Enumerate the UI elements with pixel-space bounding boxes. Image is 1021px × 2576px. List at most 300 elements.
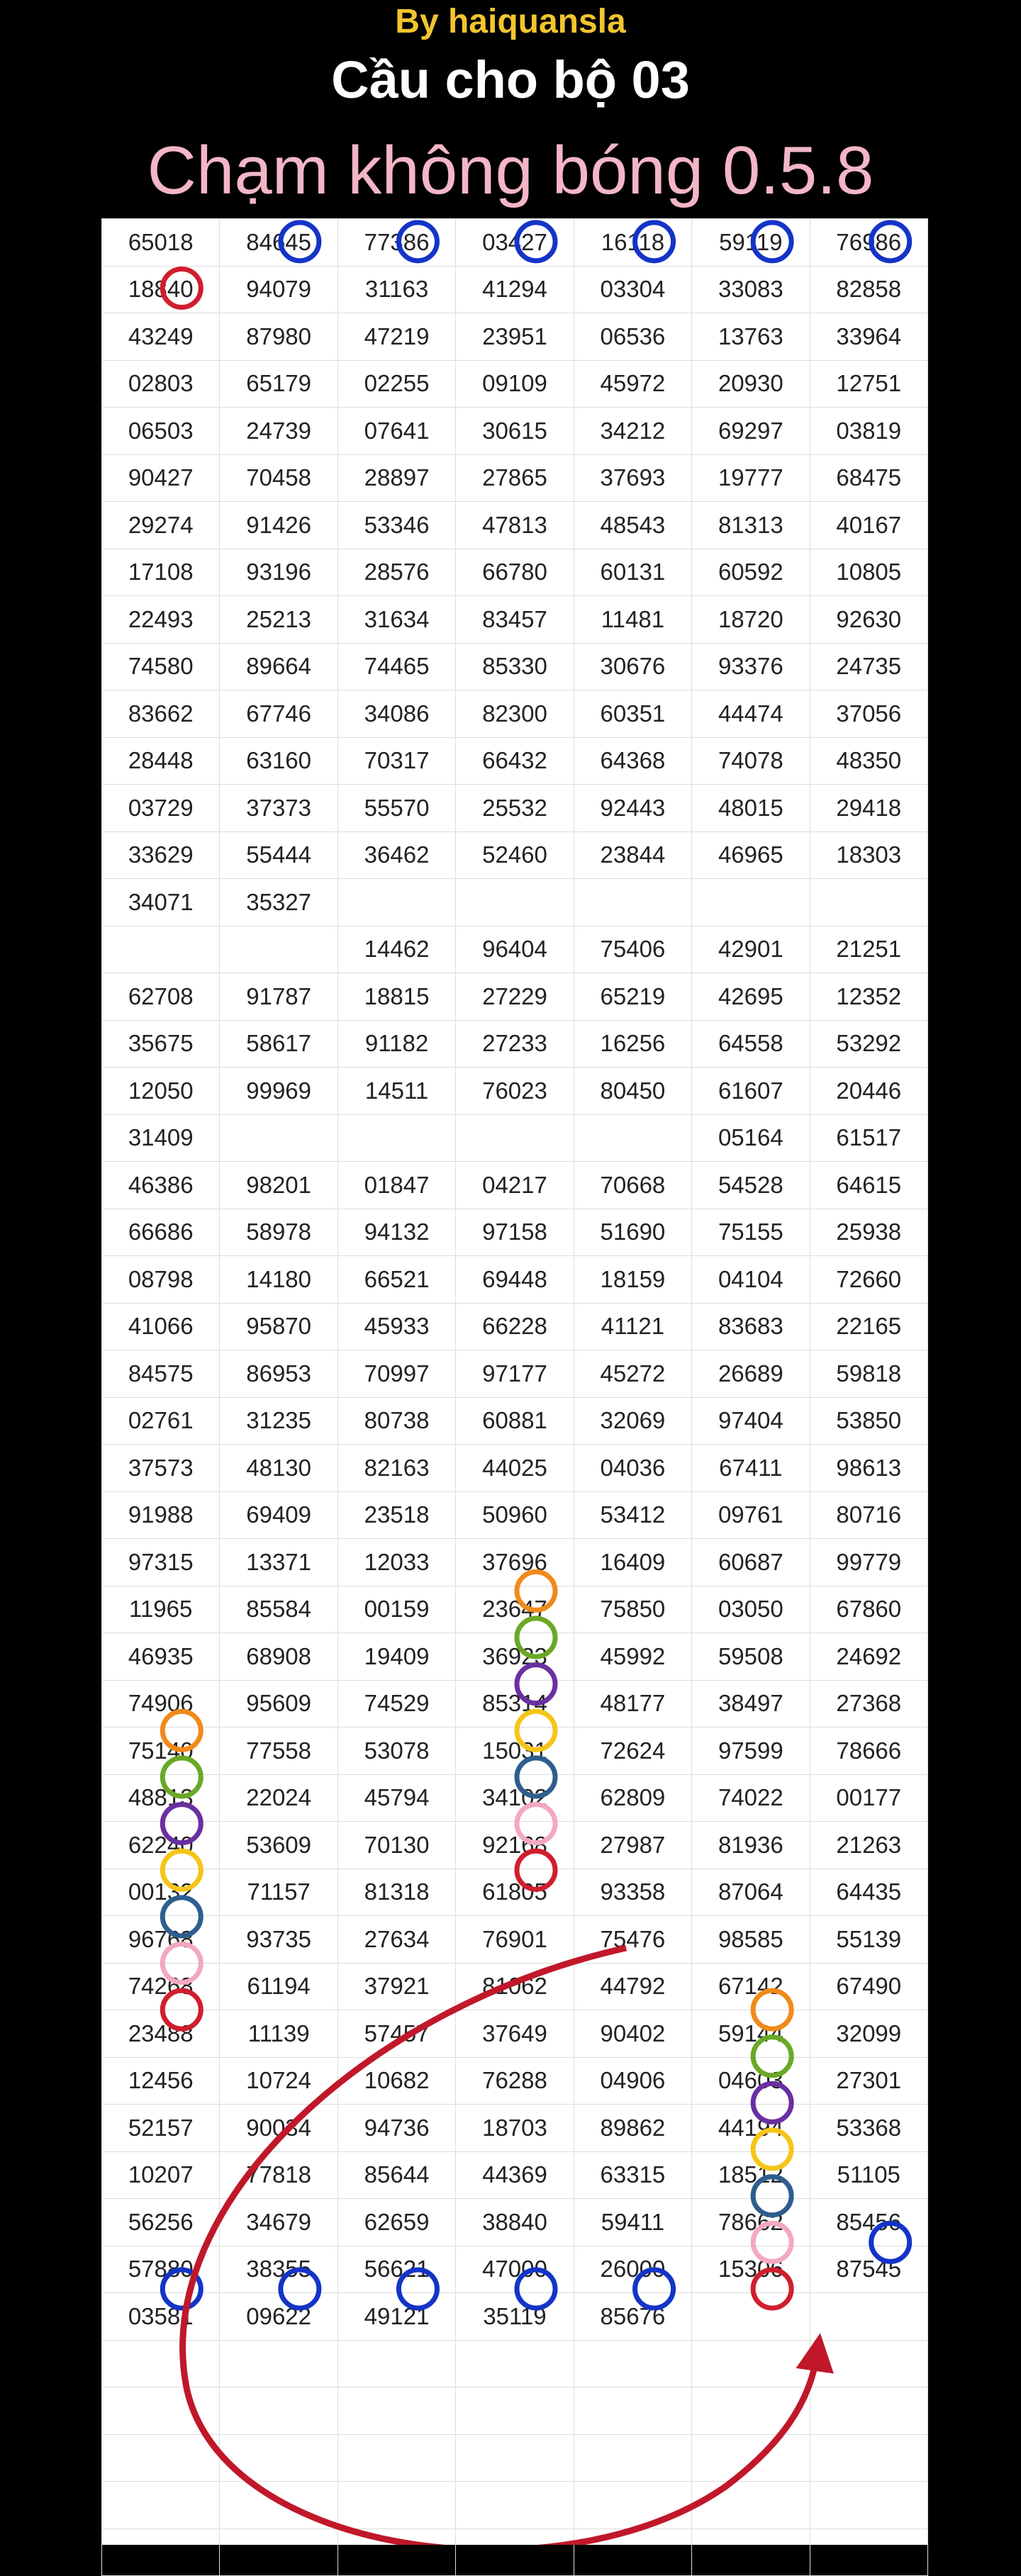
table-cell: 56256 bbox=[102, 2199, 220, 2246]
table-cell: 91182 bbox=[337, 1020, 455, 1068]
table-cell: 42695 bbox=[692, 973, 810, 1021]
table-cell: 62659 bbox=[337, 2199, 455, 2246]
table-cell: 37649 bbox=[456, 2010, 574, 2058]
table-cell: 36462 bbox=[337, 831, 455, 879]
table-cell: 06536 bbox=[574, 313, 691, 361]
table-cell: 53346 bbox=[337, 502, 455, 549]
table-cell: 76901 bbox=[456, 1916, 574, 1964]
table-cell: 59818 bbox=[810, 1350, 927, 1398]
table-cell: 75155 bbox=[692, 1209, 810, 1256]
table-cell: 12352 bbox=[810, 973, 927, 1021]
table-cell: 41121 bbox=[574, 1303, 691, 1350]
table-cell: 27233 bbox=[456, 1020, 574, 1068]
table-cell: 97177 bbox=[456, 1350, 574, 1398]
table-cell: 38497 bbox=[692, 1680, 810, 1727]
table-cell: 21263 bbox=[810, 1822, 927, 1869]
highlight-circle-yellow bbox=[517, 1711, 555, 1749]
table-cell: 34086 bbox=[337, 690, 455, 738]
table-cell: 97599 bbox=[692, 1727, 810, 1775]
highlight-circle-blue bbox=[517, 2270, 555, 2308]
table-cell: 33629 bbox=[102, 831, 220, 879]
table-cell: 72624 bbox=[574, 1727, 691, 1775]
table-cell: 93196 bbox=[220, 549, 337, 596]
table-cell: 22024 bbox=[220, 1774, 337, 1822]
table-cell: 64435 bbox=[810, 1869, 927, 1916]
table-cell: 04906 bbox=[574, 2057, 691, 2105]
highlight-circle-green bbox=[517, 1618, 555, 1657]
table-cell: 28897 bbox=[337, 454, 455, 502]
table-cell: 68908 bbox=[220, 1633, 337, 1681]
table-cell: 89664 bbox=[220, 643, 337, 690]
table-cell: 85456 bbox=[810, 2199, 927, 2246]
table-cell: 94079 bbox=[220, 266, 337, 313]
table-cell: 60351 bbox=[574, 690, 691, 738]
highlight-circle-blue bbox=[871, 2223, 910, 2261]
table-cell: 22165 bbox=[810, 1303, 927, 1350]
table-cell: 96404 bbox=[456, 926, 574, 973]
table-cell: 22493 bbox=[102, 596, 220, 644]
highlight-circle-blue bbox=[398, 2270, 437, 2308]
table-cell: 64558 bbox=[692, 1020, 810, 1068]
table-cell: 70997 bbox=[337, 1350, 455, 1398]
table-cell: 70668 bbox=[574, 1162, 691, 1209]
table-cell: 61517 bbox=[810, 1114, 927, 1162]
table-cell: 33083 bbox=[692, 266, 810, 313]
table-cell: 97404 bbox=[692, 1397, 810, 1445]
table-cell: 48177 bbox=[574, 1680, 691, 1727]
table-cell: 87980 bbox=[220, 313, 337, 361]
table-cell: 37696 bbox=[456, 1539, 574, 1586]
highlight-circle-red bbox=[517, 1851, 555, 1889]
table-cell: 26689 bbox=[692, 1350, 810, 1398]
table-cell: 44792 bbox=[574, 1963, 691, 2010]
table-cell: 11139 bbox=[220, 2010, 337, 2058]
table-cell: 02761 bbox=[102, 1397, 220, 1445]
highlight-circle-green bbox=[162, 1758, 201, 1796]
highlight-circle-steel bbox=[753, 2177, 791, 2215]
table-cell: 13371 bbox=[220, 1539, 337, 1586]
highlight-circle-blue bbox=[753, 223, 791, 261]
table-cell: 96768 bbox=[102, 1916, 220, 1964]
table-cell: 78662 bbox=[692, 2199, 810, 2246]
table-cell: 84575 bbox=[102, 1350, 220, 1398]
table-cell: 35119 bbox=[456, 2293, 574, 2341]
highlight-circle-steel bbox=[517, 1758, 555, 1796]
table-cell: 97315 bbox=[102, 1539, 220, 1586]
table-cell: 35327 bbox=[220, 879, 337, 926]
table-cell: 34071 bbox=[102, 879, 220, 926]
annotation-overlay bbox=[101, 218, 928, 2545]
table-cell: 69409 bbox=[220, 1491, 337, 1539]
table-cell: 46935 bbox=[102, 1633, 220, 1681]
table-cell: 27301 bbox=[810, 2057, 927, 2105]
lottery-results-sheet bbox=[101, 218, 928, 2545]
table-cell: 41066 bbox=[102, 1303, 220, 1350]
table-cell: 53368 bbox=[810, 2105, 927, 2152]
table-cell: 30615 bbox=[456, 408, 574, 455]
table-cell: 10805 bbox=[810, 549, 927, 596]
table-cell: 15031 bbox=[456, 1727, 574, 1775]
highlight-circle-orange bbox=[162, 1711, 201, 1749]
table-cell: 27865 bbox=[456, 454, 574, 502]
table-cell: 92443 bbox=[574, 785, 691, 832]
table-cell: 83683 bbox=[692, 1303, 810, 1350]
table-cell: 47219 bbox=[337, 313, 455, 361]
table-cell: 98613 bbox=[810, 1445, 927, 1492]
table-cell: 49121 bbox=[337, 2293, 455, 2341]
table-cell: 74465 bbox=[337, 643, 455, 690]
table-cell: 67746 bbox=[220, 690, 337, 738]
table-cell: 81936 bbox=[692, 1822, 810, 1869]
table-cell: 55570 bbox=[337, 785, 455, 832]
table-cell: 28576 bbox=[337, 549, 455, 596]
table-cell: 31409 bbox=[102, 1114, 220, 1162]
table-cell: 00177 bbox=[810, 1774, 927, 1822]
table-cell: 34102 bbox=[456, 1774, 574, 1822]
highlight-circle-green bbox=[753, 2037, 791, 2076]
table-cell: 27634 bbox=[337, 1916, 455, 1964]
table-cell: 35675 bbox=[102, 1020, 220, 1068]
highlight-circle-blue bbox=[398, 223, 437, 261]
table-cell: 11965 bbox=[102, 1586, 220, 1633]
table-cell: 12751 bbox=[810, 360, 927, 408]
table-cell: 70458 bbox=[220, 454, 337, 502]
table-cell: 16409 bbox=[574, 1539, 691, 1586]
table-cell: 20930 bbox=[692, 360, 810, 408]
table-cell: 37056 bbox=[810, 690, 927, 738]
table-cell: 57457 bbox=[337, 2010, 455, 2058]
table-cell: 44194 bbox=[692, 2105, 810, 2152]
table-cell: 67411 bbox=[692, 1445, 810, 1492]
table-cell: 03819 bbox=[810, 408, 927, 455]
table-cell: 90034 bbox=[220, 2105, 337, 2152]
table-cell: 59411 bbox=[574, 2199, 691, 2246]
table-cell: 74022 bbox=[692, 1774, 810, 1822]
table-cell: 71157 bbox=[220, 1869, 337, 1916]
table-cell: 44025 bbox=[456, 1445, 574, 1492]
table-cell: 52157 bbox=[102, 2105, 220, 2152]
table-cell: 74268 bbox=[102, 1963, 220, 2010]
table-cell: 67860 bbox=[810, 1586, 927, 1633]
table-cell: 27229 bbox=[456, 973, 574, 1021]
table-cell: 75406 bbox=[574, 926, 691, 973]
table-cell: 18159 bbox=[574, 1256, 691, 1304]
table-cell: 80716 bbox=[810, 1491, 927, 1539]
table-cell: 04036 bbox=[574, 1445, 691, 1492]
table-cell: 60881 bbox=[456, 1397, 574, 1445]
table-cell: 02255 bbox=[337, 360, 455, 408]
table-cell: 43249 bbox=[102, 313, 220, 361]
table-cell: 10724 bbox=[220, 2057, 337, 2105]
table-cell: 03050 bbox=[692, 1586, 810, 1633]
table-cell: 66228 bbox=[456, 1303, 574, 1350]
table-cell: 36923 bbox=[456, 1633, 574, 1681]
table-cell: 53609 bbox=[220, 1822, 337, 1869]
highlight-circle-yellow bbox=[162, 1851, 201, 1889]
table-cell: 18815 bbox=[337, 973, 455, 1021]
table-cell: 03427 bbox=[456, 219, 574, 267]
table-cell: 81062 bbox=[456, 1963, 574, 2010]
table-cell: 78666 bbox=[810, 1727, 927, 1775]
table-cell: 04217 bbox=[456, 1162, 574, 1209]
table-cell: 51105 bbox=[810, 2151, 927, 2199]
table-cell: 82300 bbox=[456, 690, 574, 738]
table-cell: 74078 bbox=[692, 737, 810, 785]
table-cell: 69448 bbox=[456, 1256, 574, 1304]
table-cell: 14462 bbox=[337, 926, 455, 973]
table-cell: 42901 bbox=[692, 926, 810, 973]
table-cell: 31163 bbox=[337, 266, 455, 313]
table-cell: 45972 bbox=[574, 360, 691, 408]
table-cell: 19409 bbox=[337, 1633, 455, 1681]
table-cell: 18303 bbox=[810, 831, 927, 879]
table-cell: 01847 bbox=[337, 1162, 455, 1209]
table-cell: 06503 bbox=[102, 408, 220, 455]
table-cell: 24735 bbox=[810, 643, 927, 690]
table-cell: 60592 bbox=[692, 549, 810, 596]
table-cell: 38355 bbox=[220, 2246, 337, 2293]
table-cell: 93735 bbox=[220, 1916, 337, 1964]
table-cell: 23647 bbox=[456, 1586, 574, 1633]
table-cell: 12033 bbox=[337, 1539, 455, 1586]
table-cell: 41294 bbox=[456, 266, 574, 313]
table-cell: 64368 bbox=[574, 737, 691, 785]
table-cell: 92630 bbox=[810, 596, 927, 644]
table-cell: 66521 bbox=[337, 1256, 455, 1304]
table-cell: 76288 bbox=[456, 2057, 574, 2105]
table-cell: 66686 bbox=[102, 1209, 220, 1256]
table-cell: 37693 bbox=[574, 454, 691, 502]
table-cell: 84645 bbox=[220, 219, 337, 267]
table-cell: 09622 bbox=[220, 2293, 337, 2341]
table-cell: 85644 bbox=[337, 2151, 455, 2199]
highlight-circle-orange bbox=[517, 1572, 555, 1610]
table-cell: 89862 bbox=[574, 2105, 691, 2152]
table-cell: 18840 bbox=[102, 266, 220, 313]
table-cell: 48543 bbox=[574, 502, 691, 549]
table-cell: 25532 bbox=[456, 785, 574, 832]
table-cell: 37373 bbox=[220, 785, 337, 832]
table-cell: 32099 bbox=[810, 2010, 927, 2058]
page-subtitle: Cầu cho bộ 03 bbox=[331, 50, 690, 109]
method-title: Chạm không bóng 0.5.8 bbox=[147, 133, 874, 208]
table-cell: 25938 bbox=[810, 1209, 927, 1256]
table-cell: 86953 bbox=[220, 1350, 337, 1398]
table-cell: 65219 bbox=[574, 973, 691, 1021]
table-cell: 52460 bbox=[456, 831, 574, 879]
table-cell: 34212 bbox=[574, 408, 691, 455]
table-cell: 40167 bbox=[810, 502, 927, 549]
table-cell: 74906 bbox=[102, 1680, 220, 1727]
table-cell: 85676 bbox=[574, 2293, 691, 2341]
table-cell: 66432 bbox=[456, 737, 574, 785]
highlight-circle-red bbox=[753, 2270, 791, 2308]
highlight-circle-blue bbox=[635, 223, 674, 261]
table-cell: 03729 bbox=[102, 785, 220, 832]
table-cell: 45272 bbox=[574, 1350, 691, 1398]
highlight-circle-steel bbox=[162, 1898, 201, 1936]
table-cell: 15306 bbox=[692, 2246, 810, 2293]
table-cell: 65179 bbox=[220, 360, 337, 408]
table-cell: 83662 bbox=[102, 690, 220, 738]
table-cell: 58617 bbox=[220, 1020, 337, 1068]
table-cell: 31235 bbox=[220, 1397, 337, 1445]
table-cell: 31634 bbox=[337, 596, 455, 644]
table-cell: 87545 bbox=[810, 2246, 927, 2293]
highlight-circle-blue bbox=[281, 223, 319, 261]
table-cell: 48130 bbox=[220, 1445, 337, 1492]
table-cell: 77818 bbox=[220, 2151, 337, 2199]
table-cell: 30676 bbox=[574, 643, 691, 690]
highlight-circle-blue bbox=[635, 2270, 674, 2308]
table-cell: 44474 bbox=[692, 690, 810, 738]
table-cell: 98585 bbox=[692, 1916, 810, 1964]
table-cell: 45794 bbox=[337, 1774, 455, 1822]
highlight-circle-pink bbox=[517, 1805, 555, 1843]
table-cell: 69297 bbox=[692, 408, 810, 455]
table-cell: 82163 bbox=[337, 1445, 455, 1492]
table-cell: 94736 bbox=[337, 2105, 455, 2152]
table-cell: 62240 bbox=[102, 1822, 220, 1869]
table-cell: 99969 bbox=[220, 1068, 337, 1115]
table-cell: 60131 bbox=[574, 549, 691, 596]
highlight-circle-red bbox=[162, 1990, 201, 2029]
author-credit: By haiquansla bbox=[395, 3, 626, 40]
highlight-circle-blue bbox=[517, 223, 555, 261]
table-cell: 45992 bbox=[574, 1633, 691, 1681]
table-cell: 02803 bbox=[102, 360, 220, 408]
table-cell: 46965 bbox=[692, 831, 810, 879]
table-cell: 87064 bbox=[692, 1869, 810, 1916]
table-cell: 07641 bbox=[337, 408, 455, 455]
table-cell: 37921 bbox=[337, 1963, 455, 2010]
table-cell: 61607 bbox=[692, 1068, 810, 1115]
table-cell: 74529 bbox=[337, 1680, 455, 1727]
table-cell: 83457 bbox=[456, 596, 574, 644]
table-cell: 29274 bbox=[102, 502, 220, 549]
table-cell: 11481 bbox=[574, 596, 691, 644]
table-cell: 37573 bbox=[102, 1445, 220, 1492]
table-cell: 92168 bbox=[456, 1822, 574, 1869]
table-cell: 80450 bbox=[574, 1068, 691, 1115]
table-cell: 63160 bbox=[220, 737, 337, 785]
table-cell: 70130 bbox=[337, 1822, 455, 1869]
table-cell: 54528 bbox=[692, 1162, 810, 1209]
table-cell: 93376 bbox=[692, 643, 810, 690]
highlight-circle-blue bbox=[871, 223, 910, 261]
table-cell: 64615 bbox=[810, 1162, 927, 1209]
highlight-circle-blue bbox=[281, 2270, 319, 2308]
table-cell: 17108 bbox=[102, 549, 220, 596]
table-cell: 26000 bbox=[574, 2246, 691, 2293]
table-cell: 20446 bbox=[810, 1068, 927, 1115]
table-cell: 82858 bbox=[810, 266, 927, 313]
table-cell: 76023 bbox=[456, 1068, 574, 1115]
table-cell: 70317 bbox=[337, 737, 455, 785]
table-cell: 50960 bbox=[456, 1491, 574, 1539]
table-cell: 14511 bbox=[337, 1068, 455, 1115]
table-cell: 13763 bbox=[692, 313, 810, 361]
table-cell: 23518 bbox=[337, 1491, 455, 1539]
table-cell: 27368 bbox=[810, 1680, 927, 1727]
table-cell: 03581 bbox=[102, 2293, 220, 2341]
table-cell: 68475 bbox=[810, 454, 927, 502]
table-cell: 58978 bbox=[220, 1209, 337, 1256]
table-cell: 62809 bbox=[574, 1774, 691, 1822]
table-cell: 24739 bbox=[220, 408, 337, 455]
highlight-circle-red bbox=[162, 269, 201, 307]
table-cell: 77558 bbox=[220, 1727, 337, 1775]
table-cell: 14180 bbox=[220, 1256, 337, 1304]
table-cell: 62708 bbox=[102, 973, 220, 1021]
table-cell: 77386 bbox=[337, 219, 455, 267]
table-cell: 95870 bbox=[220, 1303, 337, 1350]
table-cell: 59144 bbox=[692, 2010, 810, 2058]
table-cell: 81313 bbox=[692, 502, 810, 549]
table-cell: 51690 bbox=[574, 1209, 691, 1256]
table-cell: 85330 bbox=[456, 643, 574, 690]
table-cell: 00159 bbox=[337, 1586, 455, 1633]
highlight-circle-purple bbox=[162, 1805, 201, 1843]
table-cell: 29418 bbox=[810, 785, 927, 832]
table-cell: 46386 bbox=[102, 1162, 220, 1209]
highlight-circle-pink bbox=[162, 1944, 201, 1983]
table-cell: 16118 bbox=[574, 219, 691, 267]
table-cell: 10682 bbox=[337, 2057, 455, 2105]
highlight-circle-purple bbox=[517, 1665, 555, 1703]
table-cell: 63315 bbox=[574, 2151, 691, 2199]
table-cell: 23844 bbox=[574, 831, 691, 879]
table-cell: 33964 bbox=[810, 313, 927, 361]
table-cell: 27987 bbox=[574, 1822, 691, 1869]
table-cell: 04603 bbox=[692, 2057, 810, 2105]
table-cell: 48015 bbox=[692, 785, 810, 832]
table-cell: 23488 bbox=[102, 2010, 220, 2058]
table-cell: 60687 bbox=[692, 1539, 810, 1586]
table-cell: 00132 bbox=[102, 1869, 220, 1916]
table-cell: 80738 bbox=[337, 1397, 455, 1445]
table-cell: 95609 bbox=[220, 1680, 337, 1727]
table-cell: 44369 bbox=[456, 2151, 574, 2199]
highlight-circle-pink bbox=[753, 2223, 791, 2261]
table-cell: 66780 bbox=[456, 549, 574, 596]
table-cell: 99779 bbox=[810, 1539, 927, 1586]
table-cell: 28448 bbox=[102, 737, 220, 785]
table-cell: 65018 bbox=[102, 219, 220, 267]
table-cell: 48350 bbox=[810, 737, 927, 785]
table-cell: 76986 bbox=[810, 219, 927, 267]
table-cell: 93358 bbox=[574, 1869, 691, 1916]
table-cell: 12456 bbox=[102, 2057, 220, 2105]
highlight-circle-purple bbox=[753, 2083, 791, 2122]
table-cell: 47000 bbox=[456, 2246, 574, 2293]
table-cell: 05164 bbox=[692, 1114, 810, 1162]
table-cell: 18512 bbox=[692, 2151, 810, 2199]
table-cell: 09761 bbox=[692, 1491, 810, 1539]
table-cell: 16256 bbox=[574, 1020, 691, 1068]
table-cell: 72660 bbox=[810, 1256, 927, 1304]
table-cell: 32069 bbox=[574, 1397, 691, 1445]
table-cell: 75476 bbox=[574, 1916, 691, 1964]
table-cell: 94132 bbox=[337, 1209, 455, 1256]
table-cell: 03304 bbox=[574, 266, 691, 313]
table-cell: 90402 bbox=[574, 2010, 691, 2058]
table-cell: 23951 bbox=[456, 313, 574, 361]
table-cell: 75850 bbox=[574, 1586, 691, 1633]
highlight-circle-yellow bbox=[753, 2130, 791, 2168]
table-cell: 61194 bbox=[220, 1963, 337, 2010]
table-cell: 74580 bbox=[102, 643, 220, 690]
